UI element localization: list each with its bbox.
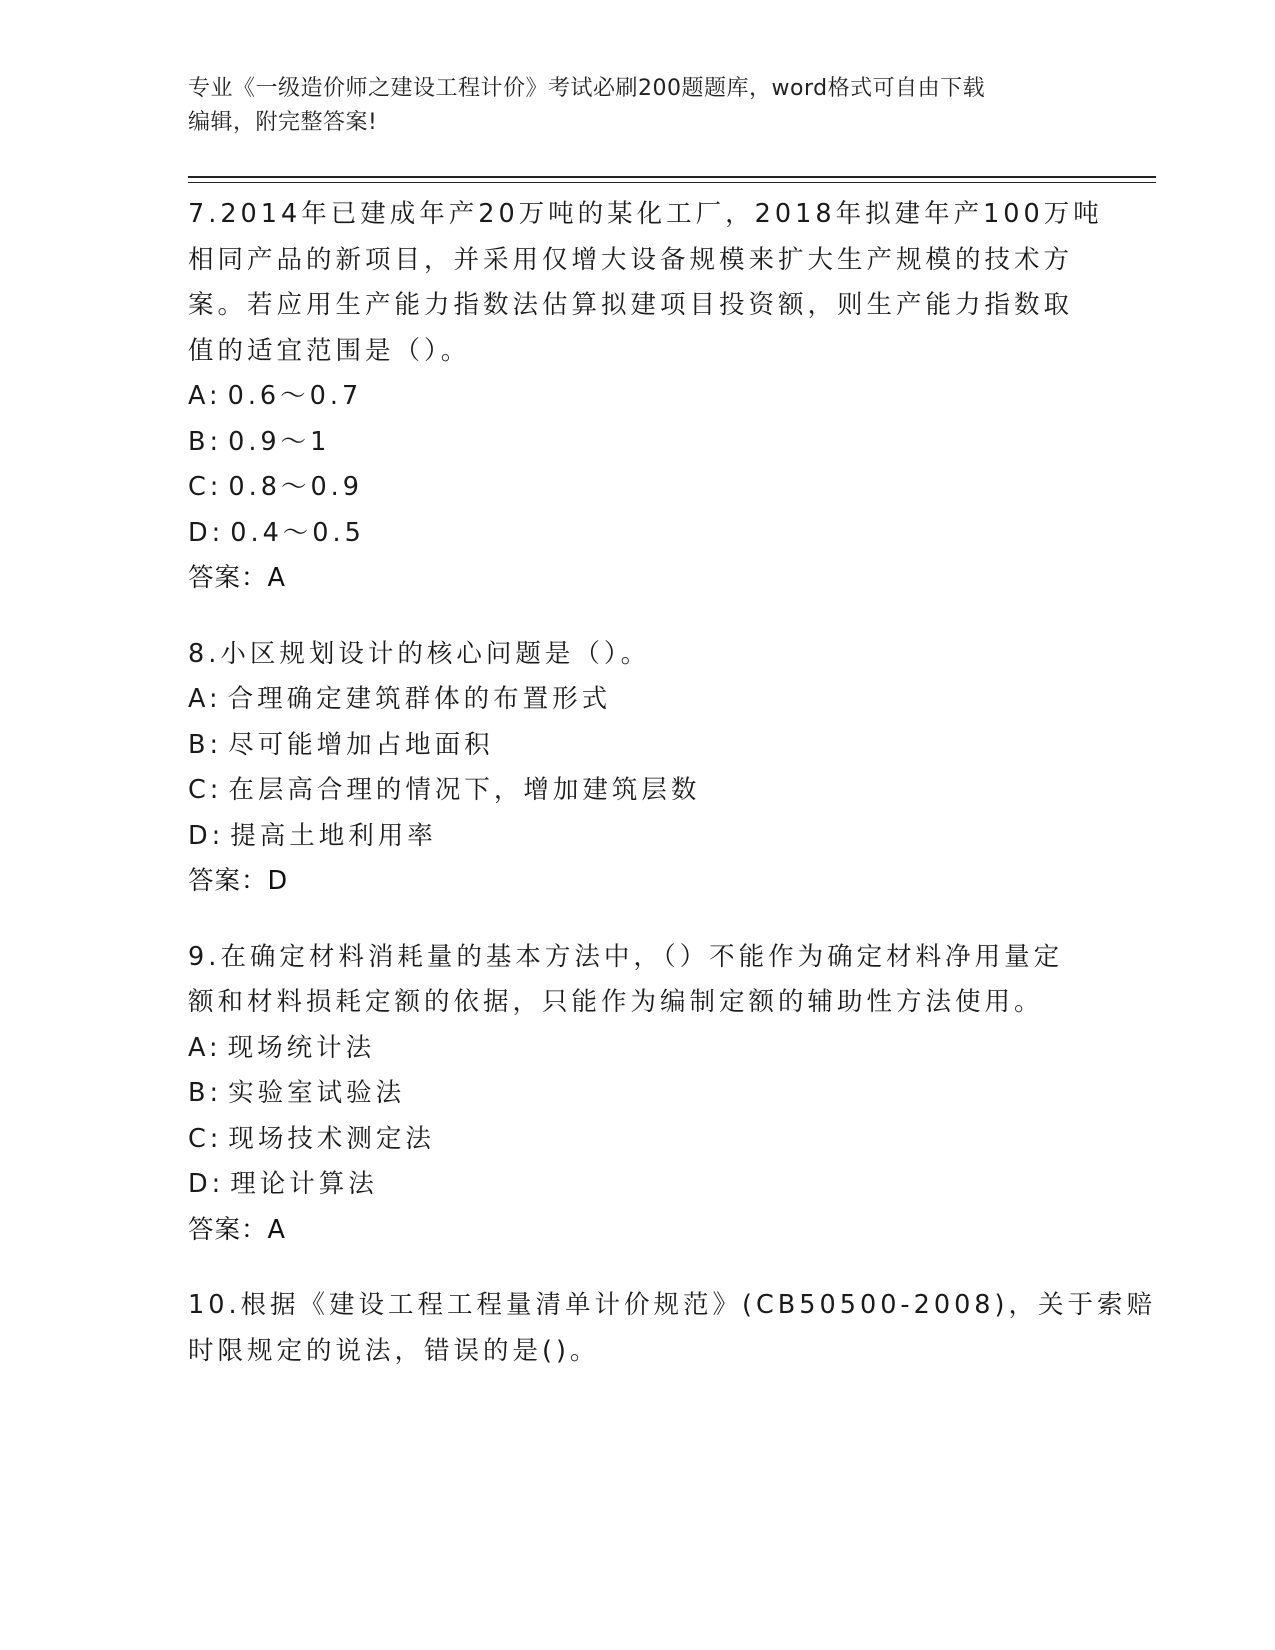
question-line: 额和材料损耗定额的依据，只能作为编制定额的辅助性方法使用。 [188,987,1044,1017]
question-8 [188,632,1088,905]
option-text: 合理确定建筑群体的布置形式 [227,684,612,714]
option-label: D: [188,517,225,548]
option-text: 现场统计法 [227,1032,376,1063]
option-label: B: [188,729,223,760]
option-text: 现场技术测定法 [228,1123,435,1154]
question-10 [188,1283,1156,1374]
option-a [188,1026,1088,1072]
question-line: 8.小区规划设计的核心问题是（）。 [188,638,651,669]
option-text: 实验室试验法 [228,1078,406,1108]
question-line: 10.根据《建设工程工程量清单计价规范》(CB50500-2008)，关于索赔 [188,1290,1156,1320]
option-a [188,374,1088,420]
option-text: 0.6～0.7 [227,381,363,411]
document-header [188,72,1068,140]
option-label: B: [188,426,223,457]
option-a [188,677,1088,723]
question-line: 值的适宜范围是（）。 [188,335,471,366]
question-text [188,192,1103,374]
option-label: C: [188,1123,223,1154]
option-label: A: [188,684,222,714]
option-label: A: [188,1032,222,1063]
option-text: 0.8～0.9 [228,472,364,502]
option-label: D: [188,820,225,851]
header-divider-thin [188,182,1156,183]
option-text: 0.4～0.5 [230,517,365,548]
question-line: 相同产品的新项目，并采用仅增大设备规模来扩大生产规模的技术方 [188,244,1074,275]
option-label: C: [188,775,223,805]
option-text: 在层高合理的情况下，增加建筑层数 [228,775,701,805]
header-line-1: 专业《一级造价师之建设工程计价》考试必刷200题题库，word格式可自由下载 [188,76,986,101]
answer-line: 答案：D [188,866,289,896]
option-b [188,1071,1088,1117]
header-line-2: 编辑，附完整答案! [188,110,378,135]
option-label: B: [188,1078,223,1108]
option-text: 0.9～1 [228,426,331,457]
option-c [188,1117,1088,1163]
question-line: 案。若应用生产能力指数法估算拟建项目投资额，则生产能力指数取 [188,290,1074,320]
option-label: C: [188,472,223,502]
question-line: 时限规定的说法，错误的是()。 [188,1335,600,1366]
option-b [188,723,1088,769]
question-list [188,192,1156,1404]
question-text [188,1283,1156,1374]
question-line: 7.2014年已建成年产20万吨的某化工厂，2018年拟建年产100万吨 [188,199,1103,229]
question-text [188,632,1088,678]
option-c [188,465,1088,511]
option-b [188,420,1088,466]
option-text: 提高土地利用率 [230,820,437,851]
option-text: 理论计算法 [230,1169,378,1199]
option-label: A: [188,381,222,411]
option-d [188,1162,1088,1208]
option-label: D: [188,1169,225,1199]
question-7 [188,192,1103,602]
header-divider-thick [188,176,1156,178]
question-text [188,935,1088,1026]
option-d [188,511,1088,557]
answer-line: 答案：A [188,1214,286,1245]
option-text: 尽可能增加占地面积 [228,729,494,760]
option-d [188,814,1088,860]
answer-line: 答案：A [188,563,286,593]
question-9 [188,935,1088,1254]
question-line: 9.在确定材料消耗量的基本方法中，（）不能作为确定材料净用量定 [188,941,1064,972]
option-c [188,768,1088,814]
